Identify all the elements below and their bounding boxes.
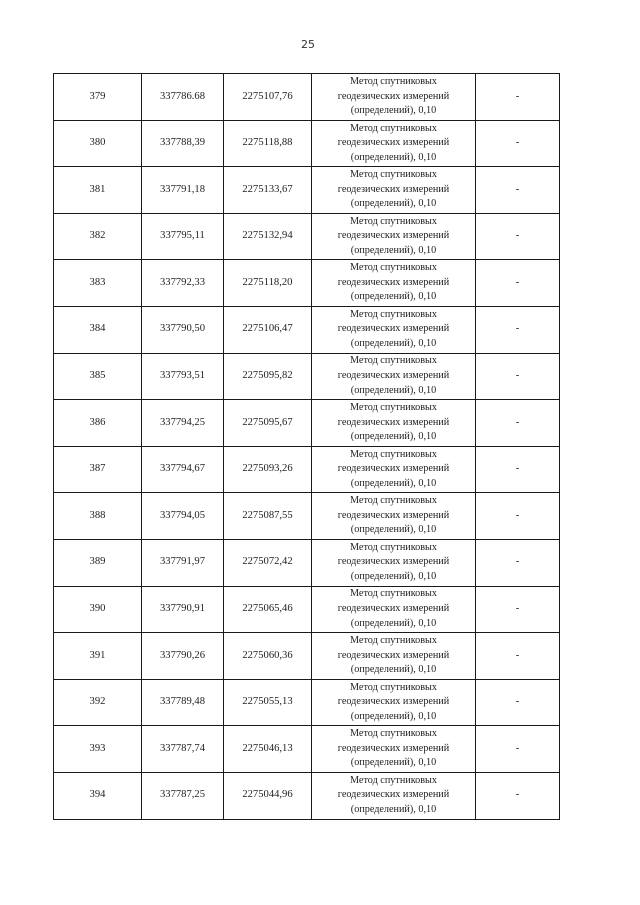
point-number-text: 379 bbox=[89, 90, 106, 102]
point-number-text: 389 bbox=[89, 556, 106, 568]
point-number-text: 381 bbox=[89, 183, 106, 195]
note-text: - bbox=[515, 789, 520, 801]
y-coordinate-text: 2275093,26 bbox=[242, 463, 293, 475]
method-text: Метод спутниковых геодезических измерений (определений), 0,10 bbox=[337, 308, 450, 350]
point-number-text: 382 bbox=[89, 230, 106, 242]
table-row bbox=[54, 400, 560, 447]
x-coordinate-cell bbox=[142, 353, 224, 400]
note-cell bbox=[476, 353, 560, 400]
note-text: - bbox=[515, 90, 520, 102]
x-coordinate-text: 337794,67 bbox=[159, 463, 206, 475]
method-text: Метод спутниковых геодезических измерений (определений), 0,10 bbox=[337, 635, 450, 676]
y-coordinate-cell bbox=[224, 633, 312, 680]
note-cell bbox=[476, 74, 560, 121]
x-coordinate-text: 337790,26 bbox=[159, 649, 206, 661]
x-coordinate-cell bbox=[142, 74, 224, 121]
note-cell bbox=[476, 586, 560, 633]
note-cell bbox=[476, 726, 560, 773]
point-number-cell bbox=[54, 493, 142, 540]
table-row bbox=[54, 726, 560, 773]
table-row bbox=[54, 493, 560, 540]
x-coordinate-text: 337789,48 bbox=[159, 696, 206, 708]
x-coordinate-text: 337786.68 bbox=[159, 90, 206, 102]
point-number-text: 384 bbox=[89, 323, 106, 335]
y-coordinate-text: 2275095,67 bbox=[242, 416, 293, 428]
y-coordinate-text: 2275065,46 bbox=[242, 603, 293, 615]
y-coordinate-cell bbox=[224, 353, 312, 400]
note-cell bbox=[476, 679, 560, 726]
y-coordinate-text: 2275107,76 bbox=[242, 90, 293, 102]
x-coordinate-cell bbox=[142, 726, 224, 773]
note-cell bbox=[476, 493, 560, 540]
x-coordinate-cell bbox=[142, 120, 224, 167]
point-number-text: 390 bbox=[89, 603, 106, 615]
x-coordinate-text: 337793,51 bbox=[159, 370, 206, 382]
note-text: - bbox=[515, 183, 520, 195]
note-text: - bbox=[515, 416, 520, 428]
point-number-cell bbox=[54, 213, 142, 260]
method-cell bbox=[312, 726, 476, 773]
point-number-text: 380 bbox=[89, 137, 106, 149]
method-text: Метод спутниковых геодезических измерений (определений), 0,10 bbox=[337, 588, 450, 629]
y-coordinate-cell bbox=[224, 726, 312, 773]
method-cell bbox=[312, 493, 476, 540]
note-text: - bbox=[515, 742, 520, 754]
table-row bbox=[54, 167, 560, 214]
method-cell bbox=[312, 400, 476, 447]
point-number-text: 385 bbox=[89, 370, 106, 382]
x-coordinate-cell bbox=[142, 446, 224, 493]
note-cell bbox=[476, 400, 560, 447]
point-number-cell bbox=[54, 772, 142, 819]
x-coordinate-text: 337794,25 bbox=[159, 416, 206, 428]
note-text: - bbox=[515, 696, 520, 708]
method-text: Метод спутниковых геодезических измерений (определений), 0,10 bbox=[337, 402, 450, 443]
page-number: 25 bbox=[301, 38, 315, 51]
method-cell bbox=[312, 74, 476, 121]
y-coordinate-text: 2275118,88 bbox=[242, 137, 293, 149]
method-cell bbox=[312, 633, 476, 680]
point-number-text: 391 bbox=[89, 649, 106, 661]
table-row bbox=[54, 772, 560, 819]
table-row bbox=[54, 633, 560, 680]
coordinates-table-body bbox=[54, 74, 560, 820]
method-cell bbox=[312, 167, 476, 214]
x-coordinate-cell bbox=[142, 679, 224, 726]
y-coordinate-cell bbox=[224, 306, 312, 353]
note-text: - bbox=[515, 370, 520, 382]
method-cell bbox=[312, 679, 476, 726]
x-coordinate-text: 337787,74 bbox=[159, 742, 206, 754]
note-cell bbox=[476, 539, 560, 586]
point-number-cell bbox=[54, 446, 142, 493]
point-number-cell bbox=[54, 260, 142, 307]
y-coordinate-cell bbox=[224, 539, 312, 586]
point-number-cell bbox=[54, 120, 142, 167]
x-coordinate-text: 337790,91 bbox=[159, 603, 206, 615]
method-cell bbox=[312, 772, 476, 819]
y-coordinate-text: 2275046,13 bbox=[242, 742, 293, 754]
table-row bbox=[54, 446, 560, 493]
y-coordinate-cell bbox=[224, 74, 312, 121]
y-coordinate-text: 2275118,20 bbox=[242, 276, 293, 288]
y-coordinate-cell bbox=[224, 260, 312, 307]
method-cell bbox=[312, 260, 476, 307]
y-coordinate-cell bbox=[224, 167, 312, 214]
method-text: Метод спутниковых геодезических измерений (определений), 0,10 bbox=[337, 122, 450, 163]
y-coordinate-cell bbox=[224, 400, 312, 447]
point-number-cell bbox=[54, 726, 142, 773]
method-text: Метод спутниковых геодезических измерений (определений), 0,10 bbox=[337, 75, 450, 117]
coordinates-table bbox=[53, 73, 560, 820]
table-row bbox=[54, 679, 560, 726]
method-cell bbox=[312, 539, 476, 586]
point-number-cell bbox=[54, 167, 142, 214]
table-row bbox=[54, 260, 560, 307]
method-cell bbox=[312, 306, 476, 353]
note-cell bbox=[476, 446, 560, 493]
note-text: - bbox=[515, 323, 520, 335]
method-text: Метод спутниковых геодезических измерений (определений), 0,10 bbox=[337, 215, 450, 256]
x-coordinate-text: 337791,97 bbox=[159, 556, 206, 568]
x-coordinate-text: 337788,39 bbox=[159, 137, 206, 149]
note-cell bbox=[476, 260, 560, 307]
note-text: - bbox=[515, 276, 520, 288]
point-number-cell bbox=[54, 74, 142, 121]
x-coordinate-cell bbox=[142, 633, 224, 680]
x-coordinate-text: 337794,05 bbox=[159, 509, 206, 521]
method-text: Метод спутниковых геодезических измерений (определений), 0,10 bbox=[337, 728, 450, 769]
method-cell bbox=[312, 213, 476, 260]
point-number-text: 394 bbox=[89, 789, 106, 801]
table-row bbox=[54, 213, 560, 260]
point-number-cell bbox=[54, 679, 142, 726]
method-cell bbox=[312, 446, 476, 493]
y-coordinate-text: 2275132,94 bbox=[242, 230, 293, 242]
x-coordinate-cell bbox=[142, 306, 224, 353]
x-coordinate-cell bbox=[142, 586, 224, 633]
x-coordinate-cell bbox=[142, 167, 224, 214]
point-number-cell bbox=[54, 586, 142, 633]
x-coordinate-cell bbox=[142, 400, 224, 447]
method-cell bbox=[312, 120, 476, 167]
point-number-cell bbox=[54, 353, 142, 400]
note-text: - bbox=[515, 137, 520, 149]
method-text: Метод спутниковых геодезических измерений (определений), 0,10 bbox=[337, 495, 450, 536]
y-coordinate-cell bbox=[224, 493, 312, 540]
note-cell bbox=[476, 306, 560, 353]
x-coordinate-text: 337790,50 bbox=[159, 323, 206, 335]
note-text: - bbox=[515, 509, 520, 521]
point-number-cell bbox=[54, 633, 142, 680]
point-number-text: 387 bbox=[89, 463, 106, 475]
point-number-text: 393 bbox=[89, 742, 106, 754]
point-number-cell bbox=[54, 400, 142, 447]
point-number-text: 383 bbox=[89, 276, 106, 288]
method-text: Метод спутниковых геодезических измерений (определений), 0,10 bbox=[337, 262, 450, 303]
method-cell bbox=[312, 586, 476, 633]
method-text: Метод спутниковых геодезических измерений (определений), 0,10 bbox=[337, 774, 450, 815]
x-coordinate-cell bbox=[142, 213, 224, 260]
x-coordinate-cell bbox=[142, 772, 224, 819]
x-coordinate-text: 337791,18 bbox=[159, 183, 206, 195]
y-coordinate-text: 2275072,42 bbox=[242, 556, 293, 568]
table-row bbox=[54, 74, 560, 121]
point-number-cell bbox=[54, 539, 142, 586]
note-text: - bbox=[515, 230, 520, 242]
y-coordinate-text: 2275106,47 bbox=[242, 323, 293, 335]
note-cell bbox=[476, 772, 560, 819]
note-text: - bbox=[515, 463, 520, 475]
note-text: - bbox=[515, 649, 520, 661]
y-coordinate-text: 2275044,96 bbox=[242, 789, 293, 801]
method-cell bbox=[312, 353, 476, 400]
point-number-text: 392 bbox=[89, 696, 106, 708]
table-row bbox=[54, 306, 560, 353]
y-coordinate-cell bbox=[224, 586, 312, 633]
y-coordinate-cell bbox=[224, 120, 312, 167]
method-text: Метод спутниковых геодезических измерений (определений), 0,10 bbox=[337, 681, 450, 722]
note-cell bbox=[476, 633, 560, 680]
y-coordinate-cell bbox=[224, 213, 312, 260]
table-row bbox=[54, 353, 560, 400]
method-text: Метод спутниковых геодезических измерений (определений), 0,10 bbox=[337, 448, 450, 489]
method-text: Метод спутниковых геодезических измерений (определений), 0,10 bbox=[337, 169, 450, 210]
point-number-cell bbox=[54, 306, 142, 353]
y-coordinate-text: 2275095,82 bbox=[242, 370, 293, 382]
y-coordinate-cell bbox=[224, 772, 312, 819]
table-row bbox=[54, 120, 560, 167]
x-coordinate-cell bbox=[142, 493, 224, 540]
note-text: - bbox=[515, 603, 520, 615]
note-text: - bbox=[515, 556, 520, 568]
table-row bbox=[54, 539, 560, 586]
method-text: Метод спутниковых геодезических измерений (определений), 0,10 bbox=[337, 541, 450, 583]
y-coordinate-cell bbox=[224, 446, 312, 493]
point-number-text: 386 bbox=[89, 416, 106, 428]
x-coordinate-text: 337792,33 bbox=[159, 276, 206, 288]
y-coordinate-text: 2275055,13 bbox=[242, 696, 293, 708]
x-coordinate-text: 337795,11 bbox=[160, 230, 205, 242]
method-text: Метод спутниковых геодезических измерений (определений), 0,10 bbox=[337, 355, 450, 396]
x-coordinate-text: 337787,25 bbox=[159, 789, 206, 801]
table-row bbox=[54, 586, 560, 633]
y-coordinate-cell bbox=[224, 679, 312, 726]
y-coordinate-text: 2275060,36 bbox=[242, 649, 293, 661]
x-coordinate-cell bbox=[142, 539, 224, 586]
note-cell bbox=[476, 120, 560, 167]
x-coordinate-cell bbox=[142, 260, 224, 307]
y-coordinate-text: 2275133,67 bbox=[242, 183, 293, 195]
note-cell bbox=[476, 167, 560, 214]
y-coordinate-text: 2275087,55 bbox=[242, 509, 293, 521]
point-number-text: 388 bbox=[89, 509, 106, 521]
note-cell bbox=[476, 213, 560, 260]
